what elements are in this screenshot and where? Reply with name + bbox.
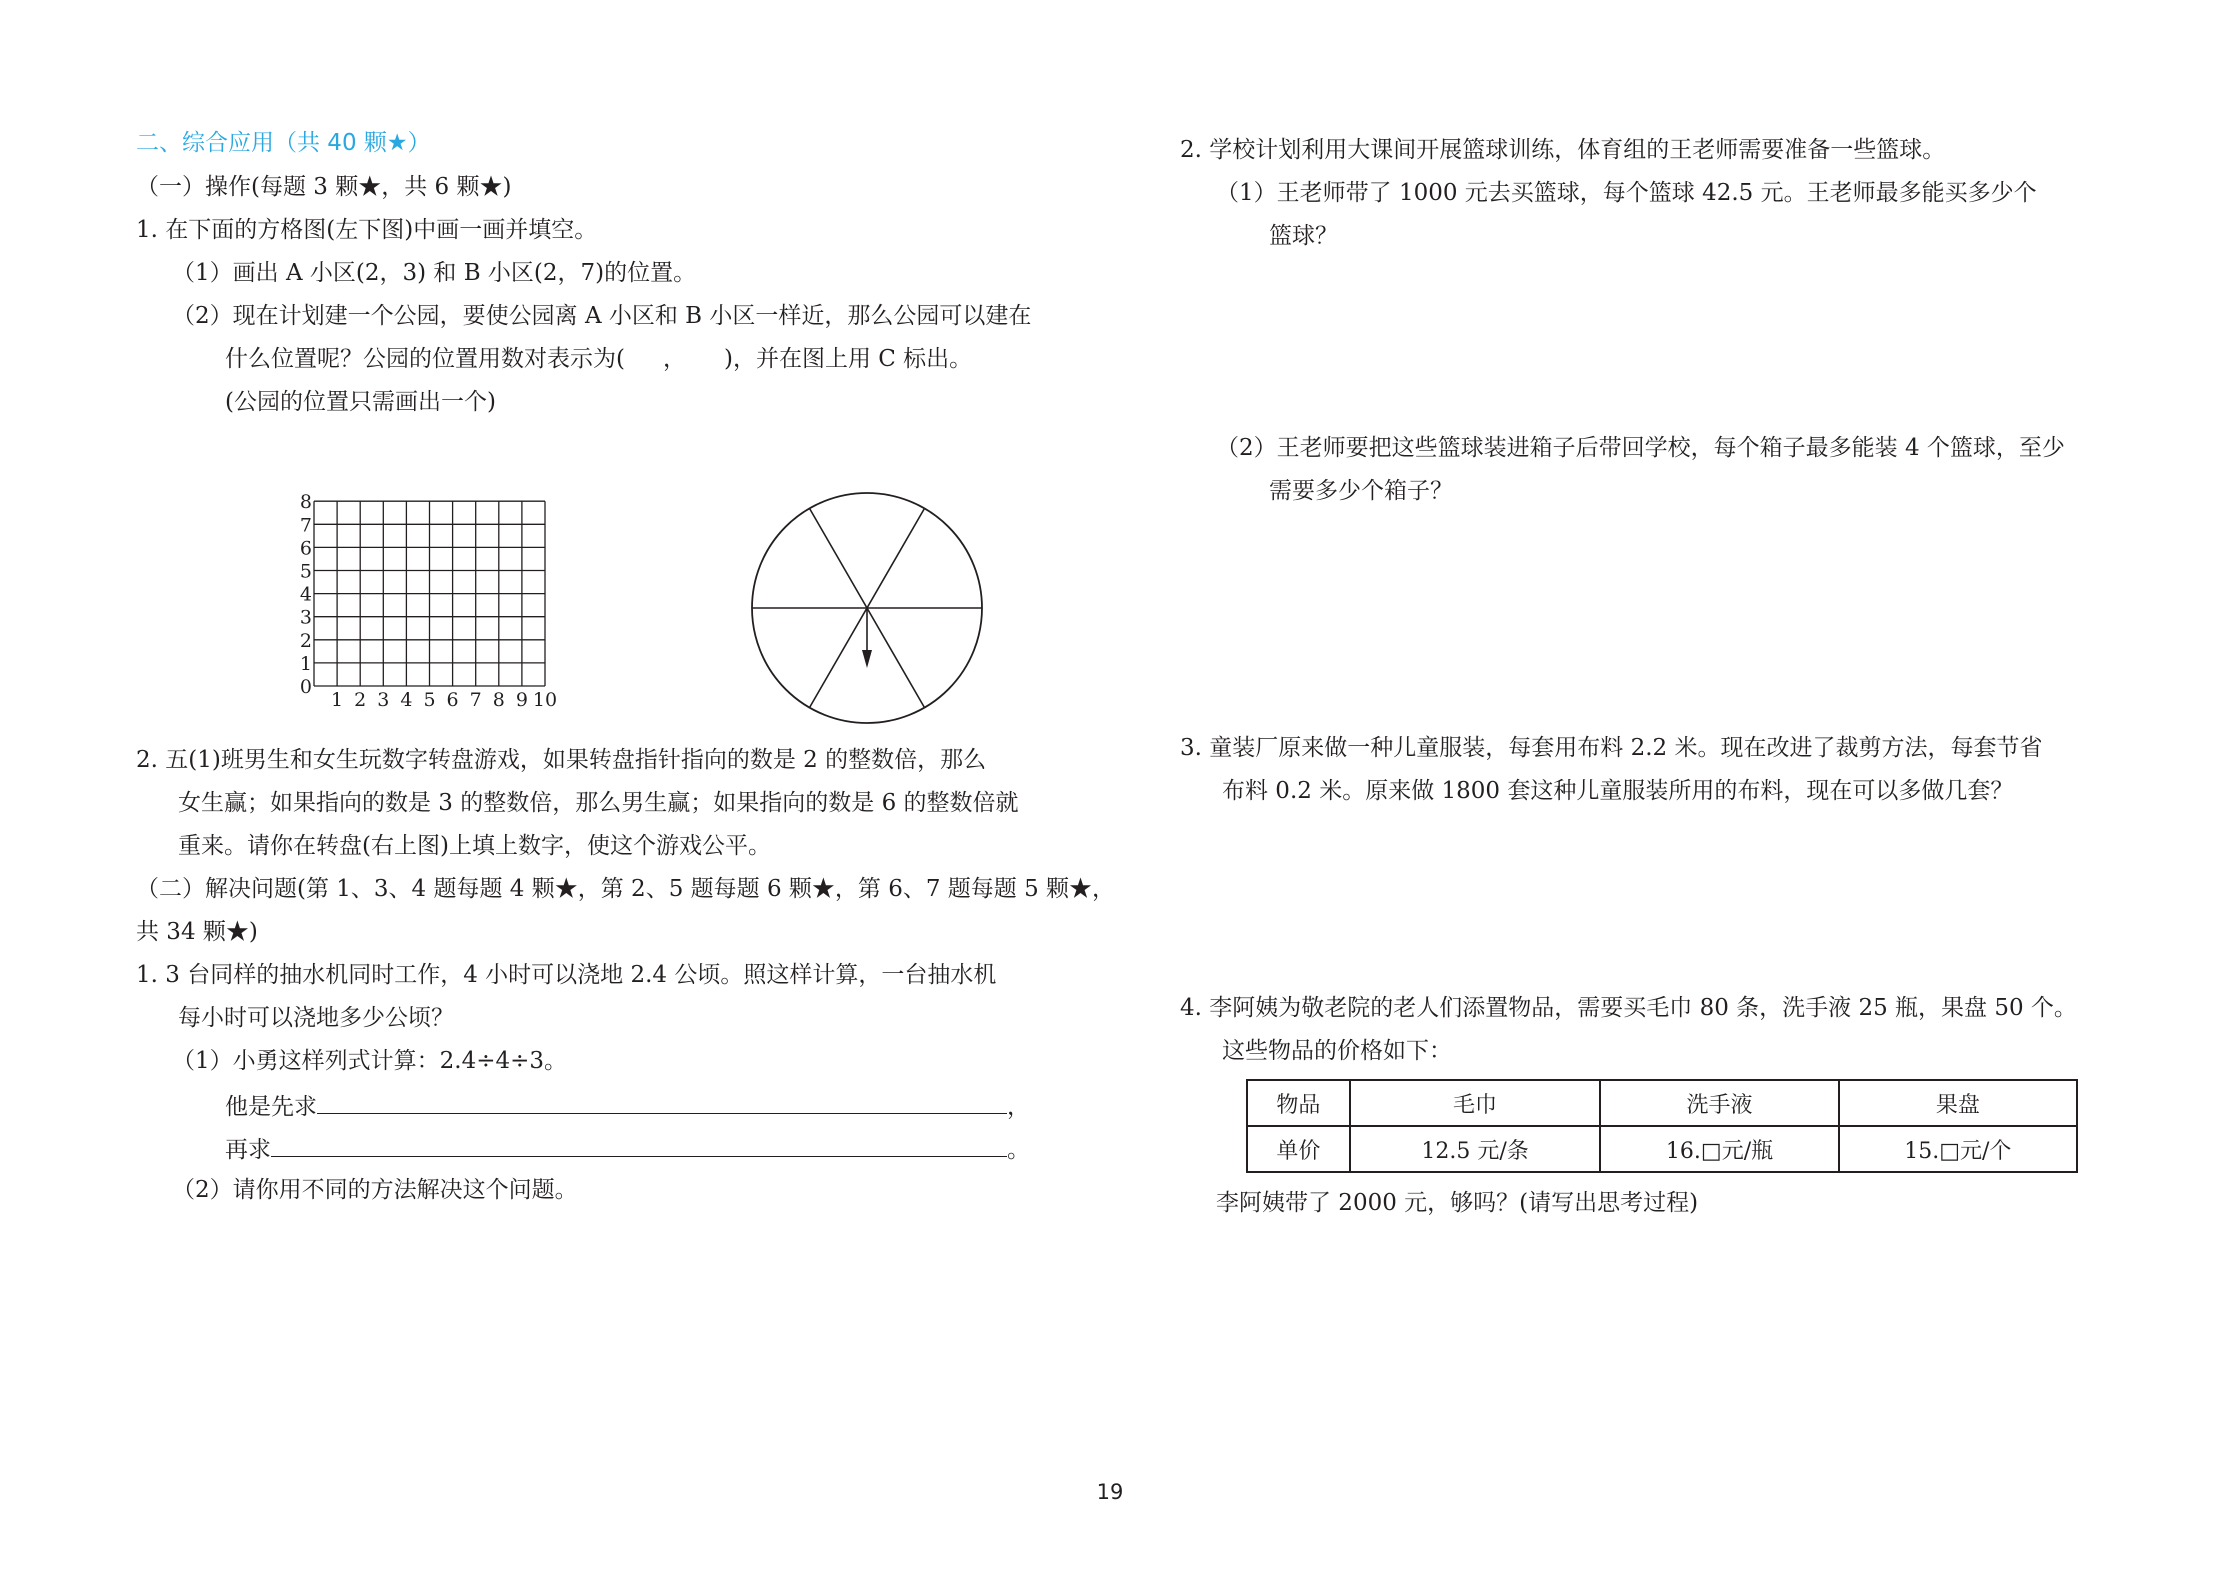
first-answer-blank[interactable] [317, 1089, 1007, 1114]
q1-sub2-line2 [225, 344, 972, 374]
then-answer-blank[interactable] [271, 1132, 1007, 1157]
y-axis-label: 7 [299, 514, 312, 537]
spinner-wheel [748, 490, 988, 730]
table-cell: 16.□元/瓶 [1600, 1126, 1838, 1172]
x-axis-label: 5 [423, 689, 436, 711]
x-axis-label: 6 [446, 689, 459, 711]
then-answer-line [225, 1132, 1030, 1165]
y-axis-label: 8 [299, 491, 312, 514]
x-axis-label: 10 [532, 689, 558, 711]
x-axis-label: 9 [515, 689, 528, 711]
part1-header: （一）操作(每题 3 颗★，共 6 颗★) [136, 174, 512, 200]
y-axis-label: 5 [299, 560, 312, 583]
x-axis-label: 1 [331, 689, 344, 711]
q1-sub2-line2a: 什么位置呢？公园的位置用数对表示为( [225, 346, 625, 372]
table-cell: 12.5 元/条 [1350, 1126, 1601, 1172]
x-axis-label: 8 [492, 689, 505, 711]
rq2-stem: 2. 学校计划利用大课间开展篮球训练，体育组的王老师需要准备一些篮球。 [1180, 137, 1946, 163]
y-axis-label: 2 [299, 629, 312, 652]
table-cell: 毛巾 [1350, 1080, 1601, 1126]
q2-line3: 重来。请你在转盘(右上图)上填上数字，使这个游戏公平。 [178, 833, 771, 859]
then-label: 再求 [225, 1137, 271, 1163]
first-end: ， [1007, 1094, 1030, 1120]
y-axis-label: 3 [299, 606, 312, 629]
q1-sub2-comma: ， [662, 346, 686, 372]
rq2-sub1-line2: 篮球？ [1269, 223, 1338, 249]
table-cell: 洗手液 [1600, 1080, 1838, 1126]
price-table-row [1247, 1126, 2077, 1172]
price-table-header-row [1247, 1080, 2077, 1126]
price-table [1246, 1079, 2078, 1173]
table-cell: 物品 [1247, 1080, 1350, 1126]
part2-header-line1: （二）解决问题(第 1、3、4 题每题 4 颗★，第 2、5 题每题 6 颗★，第 6、7 题每题 5 颗★， [136, 876, 1116, 902]
q1-sub2-line2b: )，并在图上用 C 标出。 [723, 346, 973, 372]
rq2-sub2-line1: （2）王老师要把这些篮球装进箱子后带回学校，每个箱子最多能装 4 个篮球，至少 [1216, 435, 2065, 461]
y-axis-label: 1 [299, 652, 312, 675]
p2q1-sub1: （1）小勇这样列式计算：2.4÷4÷3。 [172, 1048, 568, 1074]
first-label: 他是先求 [225, 1094, 317, 1120]
page-number: 19 [1096, 1480, 1124, 1504]
y-axis-label: 6 [299, 537, 312, 560]
p2q1-line2: 每小时可以浇地多少公顷？ [178, 1005, 454, 1031]
x-axis-label: 3 [377, 689, 390, 711]
y-axis-label: 0 [299, 676, 312, 698]
q1-stem: 1. 在下面的方格图(左下图)中画一画并填空。 [136, 217, 598, 243]
x-axis-label: 7 [469, 689, 482, 711]
p2q1-sub2: （2）请你用不同的方法解决这个问题。 [172, 1177, 578, 1203]
spinner-pointer [862, 608, 872, 668]
rq4-line1: 4. 李阿姨为敬老院的老人们添置物品，需要买毛巾 80 条，洗手液 25 瓶，果盘 50 个。 [1180, 995, 2077, 1021]
rq2-sub2-line2: 需要多少个箱子？ [1269, 478, 1453, 504]
table-cell: 果盘 [1839, 1080, 2077, 1126]
table-cell: 单价 [1247, 1126, 1350, 1172]
rq4-line2: 这些物品的价格如下： [1222, 1038, 1452, 1064]
rq3-line2: 布料 0.2 米。原来做 1800 套这种儿童服装所用的布料，现在可以多做几套？ [1222, 778, 2014, 804]
table-cell: 15.□元/个 [1839, 1126, 2077, 1172]
coordinate-grid [286, 436, 646, 726]
then-end: 。 [1007, 1137, 1030, 1163]
x-axis-label: 4 [400, 689, 413, 711]
p2q1-line1: 1. 3 台同样的抽水机同时工作，4 小时可以浇地 2.4 公顷。照这样计算，一台抽水机 [136, 962, 997, 988]
rq3-line1: 3. 童装厂原来做一种儿童服装，每套用布料 2.2 米。现在改进了裁剪方法，每套节省 [1180, 735, 2043, 761]
rq4-question: 李阿姨带了 2000 元，够吗？(请写出思考过程) [1216, 1190, 1699, 1216]
y-axis-label: 4 [299, 583, 312, 606]
section-title: 二、综合应用（共 40 颗★） [136, 130, 431, 156]
q1-sub1: （1）画出 A 小区(2，3) 和 B 小区(2，7)的位置。 [172, 260, 697, 286]
rq2-sub1-line1: （1）王老师带了 1000 元去买篮球，每个篮球 42.5 元。王老师最多能买多少个 [1216, 180, 2037, 206]
q2-line1: 2. 五(1)班男生和女生玩数字转盘游戏，如果转盘指针指向的数是 2 的整数倍，那么 [136, 747, 987, 773]
x-axis-label: 2 [354, 689, 367, 711]
q1-sub2-line1: （2）现在计划建一个公园，要使公园离 A 小区和 B 小区一样近，那么公园可以建在 [172, 303, 1032, 329]
q2-line2: 女生赢；如果指向的数是 3 的整数倍，那么男生赢；如果指向的数是 6 的整数倍就 [178, 790, 1019, 816]
q1-sub2-line3: (公园的位置只需画出一个) [225, 389, 496, 415]
part2-header-line2: 共 34 颗★) [136, 919, 258, 945]
first-answer-line [225, 1089, 1030, 1122]
